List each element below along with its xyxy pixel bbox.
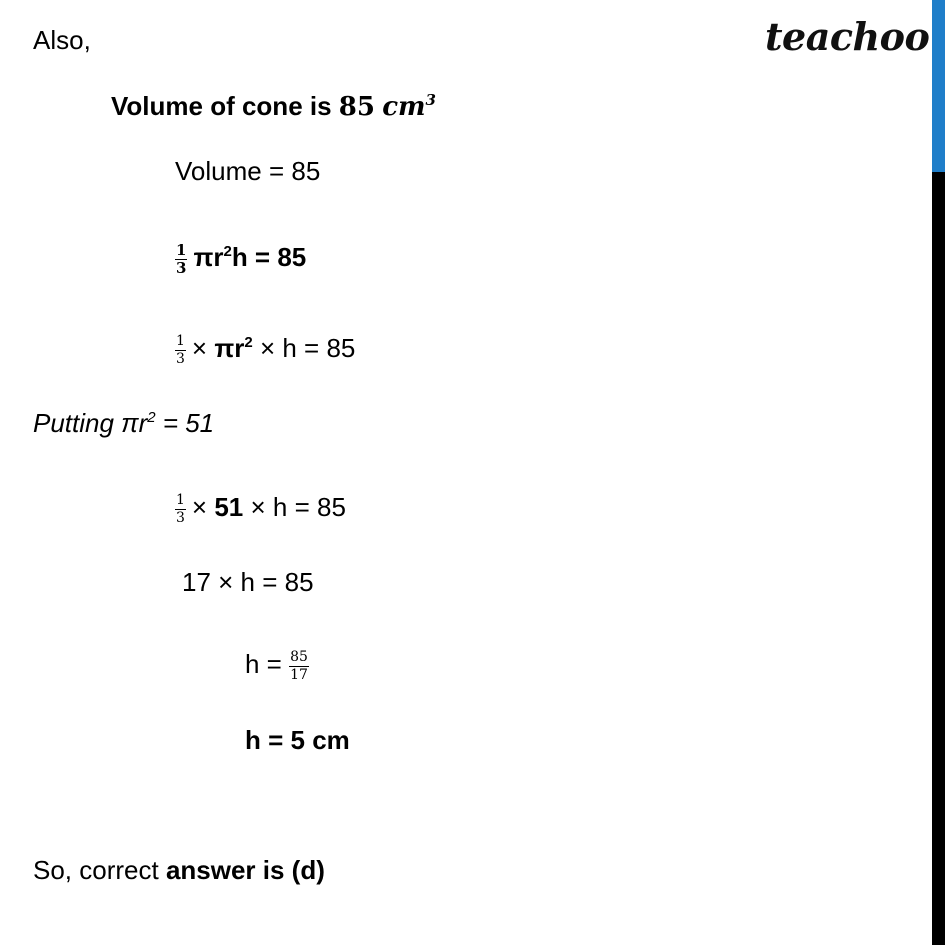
given-heading-text: Volume of cone is <box>111 91 339 121</box>
formula-line <box>175 241 306 277</box>
answer-line: So, correct answer is (d) <box>33 855 325 885</box>
step3-line: $\frac{1}{3}$ × 51 × h = 85 <box>176 491 346 526</box>
fraction-one-third: $\frac{1}{3}$ <box>176 332 185 367</box>
step5-line: h = $\frac{85}{17}$ <box>245 648 308 683</box>
formula-base: πr <box>193 242 224 272</box>
given-unit: cm <box>382 92 426 122</box>
fraction-85-17: $\frac{85}{17}$ <box>290 648 308 683</box>
fraction-one-third: $\frac{1}{3}$ <box>176 240 187 277</box>
step4-line: 17 × h = 85 <box>182 567 314 597</box>
step2-line: $\frac{1}{3}$ × $\pi r^2 \times h = 85$ <box>176 332 356 367</box>
sidebar-accent <box>932 0 945 172</box>
answer-bold: answer is (d) <box>165 855 325 885</box>
fraction-one-third: $\frac{1}{3}$ <box>176 491 185 526</box>
step3-value: 51 <box>214 492 244 522</box>
given-value: 85 <box>338 92 375 122</box>
given-exponent: 3 <box>425 91 436 109</box>
putting-line: Putting $\pi r^2 = 51$ <box>33 408 215 438</box>
also-text: Also, <box>33 25 91 55</box>
step2-pir: $\pi r^2$ <box>214 333 253 363</box>
result-line: h = 5 cm <box>245 725 350 755</box>
teachoo-logo: teachoo <box>765 14 930 59</box>
given-heading <box>111 90 436 123</box>
volume-equation: Volume = 85 <box>175 156 321 186</box>
formula-exponent: 2 <box>223 243 232 260</box>
formula-rest: h = 85 <box>231 242 307 272</box>
